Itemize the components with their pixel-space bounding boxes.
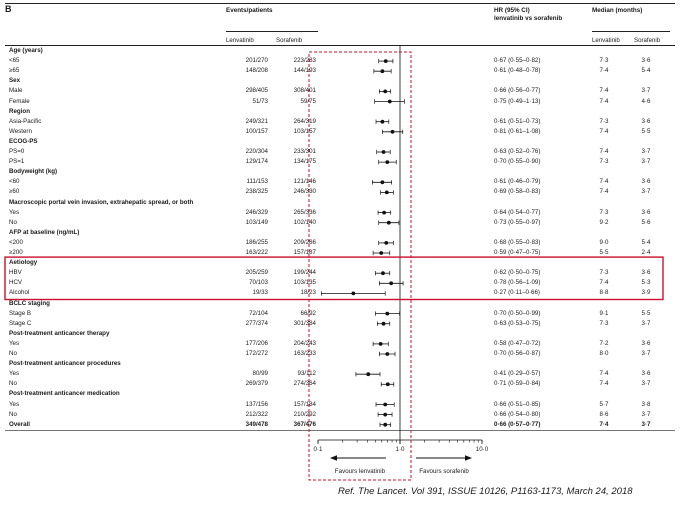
events-sorafenib: 265/336 xyxy=(293,208,316,216)
row-label: Female xyxy=(9,97,30,105)
events-sorafenib: 18/23 xyxy=(300,289,316,297)
median-sorafenib: 3·7 xyxy=(641,420,651,428)
row-label: Sex xyxy=(9,77,21,85)
hr-point xyxy=(380,69,384,73)
hr-point xyxy=(382,322,386,326)
median-sorafenib: 3·9 xyxy=(641,289,651,297)
events-lenvatinib: 246/329 xyxy=(245,208,268,216)
events-header: Events/patients xyxy=(226,7,273,14)
median-sorafenib: 5·5 xyxy=(641,127,651,135)
favours-left-arrowhead xyxy=(330,455,337,461)
events-lenvatinib: 186/255 xyxy=(245,238,268,246)
row-label: HBV xyxy=(9,269,22,277)
events-lenvatinib: 238/325 xyxy=(245,188,268,196)
events-lenvatinib: 80/99 xyxy=(252,370,268,378)
median-sorafenib: 3·6 xyxy=(641,57,651,65)
hazard-ratio: 0·66 (0·54–0·80) xyxy=(494,410,541,418)
hr-point xyxy=(385,312,389,316)
row-label: Region xyxy=(9,107,30,115)
subheader-sorafenib-median: Sorafenib xyxy=(634,37,661,44)
median-sorafenib: 3·6 xyxy=(641,370,651,378)
median-sorafenib: 3·6 xyxy=(641,178,651,186)
row-label: PS=0 xyxy=(9,148,25,155)
plot-dashed-box xyxy=(309,52,411,480)
row-label: PS=1 xyxy=(9,158,25,166)
hazard-ratio: 0·70 (0·56–0·87) xyxy=(494,350,541,357)
hr-point xyxy=(379,342,383,346)
row-label: Asia-Pacific xyxy=(9,117,42,125)
events-sorafenib: 103/157 xyxy=(293,127,316,135)
events-sorafenib: 210/292 xyxy=(293,410,316,418)
median-lenvatinib: 7·4 xyxy=(599,420,609,428)
subheader-lenvatinib: Lenvatinib xyxy=(226,37,254,44)
median-sorafenib: 5·5 xyxy=(641,309,651,317)
events-sorafenib: 59/75 xyxy=(300,97,316,105)
events-lenvatinib: 249/321 xyxy=(245,117,268,125)
row-label: <65 xyxy=(9,57,20,65)
median-sorafenib: 5·4 xyxy=(641,238,651,246)
events-lenvatinib: 163/222 xyxy=(245,249,268,256)
row-label: ≥60 xyxy=(9,188,20,196)
hazard-ratio: 0·68 (0·55–0·83) xyxy=(494,238,541,246)
hr-point xyxy=(379,251,383,255)
row-label: Stage C xyxy=(9,319,32,327)
events-sorafenib: 157/187 xyxy=(293,249,316,256)
median-lenvatinib: 9·1 xyxy=(599,309,609,317)
hr-point xyxy=(383,413,387,417)
favours-left-label: Favours lenvatinib xyxy=(334,468,386,475)
hazard-ratio: 0·58 (0·47–0·72) xyxy=(494,339,541,347)
hazard-ratio: 0·61 (0·48–0·78) xyxy=(494,67,541,75)
median-lenvatinib: 7·3 xyxy=(599,158,609,166)
median-lenvatinib: 7·4 xyxy=(599,67,609,75)
hazard-ratio: 0·66 (0·57–0·77) xyxy=(494,420,541,428)
hr-point xyxy=(385,160,389,164)
events-sorafenib: 157/184 xyxy=(293,400,316,408)
events-sorafenib: 301/384 xyxy=(293,319,316,327)
median-sorafenib: 3·7 xyxy=(641,148,651,155)
hr-point xyxy=(351,292,355,296)
median-sorafenib: 3·6 xyxy=(641,117,651,125)
hr-point xyxy=(391,130,395,134)
events-lenvatinib: 129/174 xyxy=(245,158,268,166)
row-label: BCLC staging xyxy=(9,299,50,307)
row-label: ECOG-PS xyxy=(9,137,38,145)
row-label: <60 xyxy=(9,178,20,186)
row-label: No xyxy=(9,350,17,357)
hr-point xyxy=(366,372,370,376)
row-label: Macroscopic portal vein invasion, extrahepatic spread, or both xyxy=(9,198,194,206)
hazard-ratio: 0·61 (0·46–0·79) xyxy=(494,178,541,186)
hr-point xyxy=(385,191,389,195)
hr-point xyxy=(384,241,388,245)
events-lenvatinib: 72/104 xyxy=(249,309,268,317)
events-lenvatinib: 205/259 xyxy=(245,269,268,277)
median-lenvatinib: 7·4 xyxy=(599,370,609,378)
hr-point xyxy=(380,180,384,184)
hr-header-line1: HR (95% CI) xyxy=(494,7,530,14)
row-label: Post-treatment anticancer medication xyxy=(9,390,120,398)
hazard-ratio: 0·63 (0·52–0·76) xyxy=(494,148,541,155)
hr-point xyxy=(382,211,386,215)
median-header: Median (months) xyxy=(592,7,643,14)
hazard-ratio: 0·75 (0·49–1·13) xyxy=(494,97,541,105)
row-label: <200 xyxy=(9,238,23,246)
hazard-ratio: 0·71 (0·59–0·84) xyxy=(494,380,541,388)
row-label: Yes xyxy=(9,208,20,216)
row-label: No xyxy=(9,410,17,418)
events-sorafenib: 103/135 xyxy=(293,279,316,287)
median-sorafenib: 3·7 xyxy=(641,87,651,95)
hazard-ratio: 0·41 (0·29–0·57) xyxy=(494,370,541,378)
tick-label: 10·0 xyxy=(475,446,489,453)
events-sorafenib: 102/140 xyxy=(293,218,316,226)
median-lenvatinib: 7·4 xyxy=(599,127,609,135)
events-lenvatinib: 137/156 xyxy=(245,400,268,408)
median-lenvatinib: 7·3 xyxy=(599,208,609,216)
median-sorafenib: 3·7 xyxy=(641,350,651,357)
median-sorafenib: 3·7 xyxy=(641,410,651,418)
hazard-ratio: 0·70 (0·55–0·90) xyxy=(494,158,541,166)
row-label: Male xyxy=(9,87,23,95)
row-label: Western xyxy=(9,127,32,135)
row-label: Post-treatment anticancer procedures xyxy=(9,360,121,368)
row-label: Bodyweight (kg) xyxy=(9,168,58,176)
hazard-ratio: 0·67 (0·55–0·82) xyxy=(494,57,541,65)
events-sorafenib: 66/92 xyxy=(300,309,316,317)
median-lenvatinib: 7·4 xyxy=(599,188,609,196)
hr-point xyxy=(383,403,387,407)
events-sorafenib: 246/330 xyxy=(293,188,316,196)
hazard-ratio: 0·66 (0·51–0·85) xyxy=(494,400,541,408)
events-sorafenib: 144/193 xyxy=(293,67,316,75)
hazard-ratio: 0·64 (0·54–0·77) xyxy=(494,208,541,216)
hazard-ratio: 0·70 (0·50–0·99) xyxy=(494,309,541,317)
hr-point xyxy=(385,352,389,356)
events-lenvatinib: 111/153 xyxy=(246,178,268,186)
hr-point xyxy=(383,90,387,94)
hr-point xyxy=(383,423,387,427)
favours-right-arrowhead xyxy=(465,455,472,461)
median-lenvatinib: 8·6 xyxy=(599,410,609,418)
median-sorafenib: 5·6 xyxy=(641,218,651,226)
events-lenvatinib: 277/374 xyxy=(245,319,268,327)
median-lenvatinib: 8·8 xyxy=(599,289,609,297)
median-sorafenib: 3·6 xyxy=(641,208,651,216)
hazard-ratio: 0·73 (0·55–0·97) xyxy=(494,218,541,226)
row-label: Yes xyxy=(9,370,20,378)
hazard-ratio: 0·63 (0·53–0·75) xyxy=(494,319,541,327)
events-sorafenib: 199/244 xyxy=(293,269,316,277)
median-sorafenib: 3·8 xyxy=(641,400,651,408)
hazard-ratio: 0·61 (0·51–0·73) xyxy=(494,117,541,125)
median-lenvatinib: 7·4 xyxy=(599,148,609,155)
row-label: Yes xyxy=(9,400,20,408)
events-lenvatinib: 70/103 xyxy=(249,279,268,287)
events-sorafenib: 204/243 xyxy=(293,339,316,347)
events-lenvatinib: 298/405 xyxy=(245,87,268,95)
median-sorafenib: 3·6 xyxy=(641,339,651,347)
row-label: Aetiology xyxy=(9,259,38,267)
events-sorafenib: 163/233 xyxy=(293,350,316,357)
events-lenvatinib: 103/149 xyxy=(245,218,268,226)
median-lenvatinib: 7·4 xyxy=(599,279,609,287)
median-lenvatinib: 7·3 xyxy=(599,269,609,277)
hr-point xyxy=(384,59,388,63)
row-label: HCV xyxy=(9,279,23,287)
median-lenvatinib: 7·4 xyxy=(599,97,609,105)
hr-point xyxy=(387,221,391,225)
median-lenvatinib: 7·4 xyxy=(599,380,609,388)
row-label: Alcohol xyxy=(9,289,30,297)
median-lenvatinib: 7·3 xyxy=(599,319,609,327)
events-lenvatinib: 212/322 xyxy=(245,410,268,418)
median-sorafenib: 3·7 xyxy=(641,319,651,327)
hazard-ratio: 0·66 (0·56–0·77) xyxy=(494,87,541,95)
hr-point xyxy=(381,271,385,275)
events-sorafenib: 134/175 xyxy=(293,158,316,166)
median-lenvatinib: 5·5 xyxy=(599,249,609,256)
row-label: No xyxy=(9,218,17,226)
median-lenvatinib: 8·0 xyxy=(599,350,609,357)
row-label: No xyxy=(9,380,17,388)
hr-point xyxy=(380,120,384,124)
median-sorafenib: 3·7 xyxy=(641,380,651,388)
tick-label: 1·0 xyxy=(395,446,405,453)
hazard-ratio: 0·59 (0·47–0·75) xyxy=(494,249,541,256)
median-sorafenib: 3·7 xyxy=(641,188,651,196)
hazard-ratio: 0·81 (0·61–1·08) xyxy=(494,127,541,135)
tick-label: 0·1 xyxy=(313,446,323,453)
row-label: AFP at baseline (ng/mL) xyxy=(9,228,80,236)
events-sorafenib: 274/364 xyxy=(293,380,316,388)
hazard-ratio: 0·69 (0·58–0·83) xyxy=(494,188,541,196)
hr-point xyxy=(386,382,390,386)
events-lenvatinib: 349/478 xyxy=(245,420,268,428)
row-label: Post-treatment anticancer therapy xyxy=(9,329,110,337)
events-sorafenib: 233/301 xyxy=(293,148,316,155)
reference-citation: Ref. The Lancet. Vol 391, ISSUE 10126, P1163-1173, March 24, 2018 xyxy=(338,486,633,497)
events-lenvatinib: 148/208 xyxy=(245,67,268,75)
median-lenvatinib: 7·4 xyxy=(599,178,609,186)
median-sorafenib: 2·4 xyxy=(641,249,651,256)
events-sorafenib: 223/283 xyxy=(293,57,316,65)
events-lenvatinib: 177/206 xyxy=(245,339,268,347)
subheader-sorafenib: Sorafenib xyxy=(276,37,303,44)
median-lenvatinib: 7·2 xyxy=(599,339,609,347)
events-sorafenib: 209/286 xyxy=(293,238,316,246)
median-lenvatinib: 9·0 xyxy=(599,238,609,246)
hazard-ratio: 0·78 (0·56–1·09) xyxy=(494,279,541,287)
subheader-lenvatinib-median: Lenvatinib xyxy=(592,37,620,44)
median-lenvatinib: 7·3 xyxy=(599,57,609,65)
events-lenvatinib: 269/379 xyxy=(245,380,268,388)
events-sorafenib: 367/476 xyxy=(293,420,316,428)
events-sorafenib: 264/319 xyxy=(293,117,316,125)
panel-label: B xyxy=(5,4,12,14)
median-sorafenib: 3·6 xyxy=(641,269,651,277)
events-lenvatinib: 172/272 xyxy=(245,350,268,357)
median-sorafenib: 3·7 xyxy=(641,158,651,166)
median-sorafenib: 5·4 xyxy=(641,67,651,75)
median-lenvatinib: 7·4 xyxy=(599,87,609,95)
events-lenvatinib: 201/270 xyxy=(245,57,268,65)
events-sorafenib: 308/401 xyxy=(293,87,316,95)
row-label: Age (years) xyxy=(9,47,43,54)
hr-point xyxy=(389,281,393,285)
row-label: ≥200 xyxy=(9,249,23,256)
row-label: Stage B xyxy=(9,309,32,317)
median-lenvatinib: 9·2 xyxy=(599,218,609,226)
row-label: Yes xyxy=(9,339,20,347)
events-sorafenib: 121/146 xyxy=(293,178,316,186)
hr-point xyxy=(382,150,386,154)
events-sorafenib: 93/112 xyxy=(297,370,316,378)
hazard-ratio: 0·27 (0·11–0·66) xyxy=(494,289,540,297)
favours-right-label: Favours sorafenib xyxy=(419,468,469,475)
row-label: ≥65 xyxy=(9,67,20,75)
events-lenvatinib: 51/73 xyxy=(252,97,268,105)
events-lenvatinib: 220/304 xyxy=(245,148,268,155)
hazard-ratio: 0·62 (0·50–0·75) xyxy=(494,269,541,277)
median-sorafenib: 4·6 xyxy=(641,97,651,105)
row-label: Overall xyxy=(9,420,30,428)
hr-point xyxy=(388,100,392,104)
median-lenvatinib: 7·3 xyxy=(599,117,609,125)
median-sorafenib: 5·3 xyxy=(641,279,651,287)
hr-header-line2: lenvatinib vs sorafenib xyxy=(494,14,563,22)
median-lenvatinib: 5·7 xyxy=(599,400,609,408)
events-lenvatinib: 100/157 xyxy=(245,127,268,135)
events-lenvatinib: 19/33 xyxy=(252,289,268,297)
